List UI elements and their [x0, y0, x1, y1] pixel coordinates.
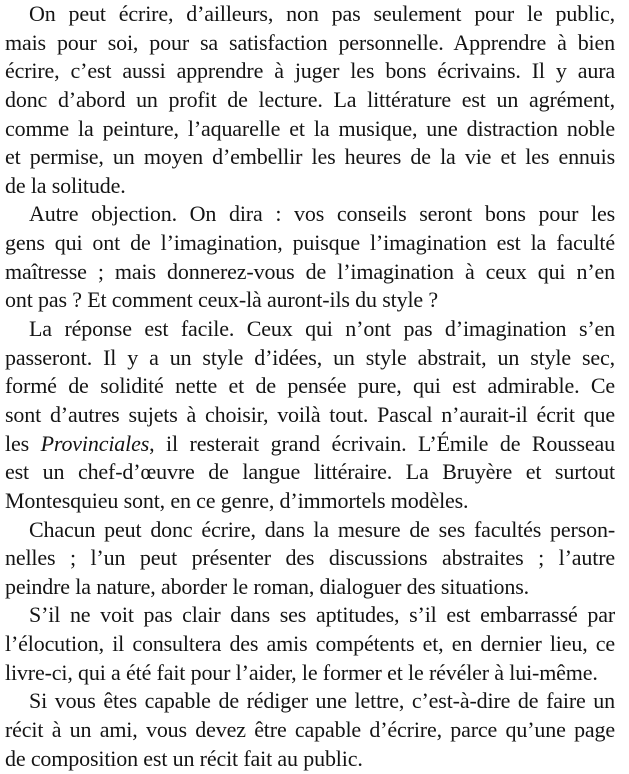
- text-line: est un chef-d’œuvre de langue littéraire. La Bruyère et surtout: [5, 459, 615, 485]
- text-line: l’élocution, il consultera des amis compétents et, en dernier lieu, ce: [5, 631, 615, 657]
- text-line: On peut écrire, d’ailleurs, non pas seulement pour le public,: [29, 1, 615, 26]
- text-line: mais pour soi, pour sa satisfaction personnelle. Apprendre à bien: [5, 29, 615, 55]
- text-line: S’il ne voit pas clair dans ses aptitudes, s’il est embarrassé par: [29, 602, 615, 628]
- text-line: récit à un ami, vous devez être capable d’écrire, parce qu’une page: [5, 717, 615, 743]
- text-line: sont d’autres sujets à choisir, voilà tout. Pascal n’aurait-il écrit que: [5, 401, 615, 427]
- text-line: ont pas ? Et comment ceux-là auront-ils du style ?: [5, 287, 438, 313]
- text-line: [5, 430, 615, 459]
- text-line: nelles ; l’un peut présenter des discussions abstraites ; l’autre: [5, 545, 615, 571]
- text-line: formé de solidité nette et de pensée pure, qui est admirable. Ce: [5, 373, 615, 399]
- page-text: [5, 0, 615, 773]
- text-line: de la solitude.: [5, 172, 126, 198]
- paragraph: [5, 687, 615, 773]
- text-line: Autre objection. On dira : vos conseils seront bons pour les: [29, 201, 615, 227]
- paragraph: [5, 516, 615, 602]
- text-line: écrire, c’est aussi apprendre à juger les bons écrivains. Il y aura: [5, 58, 615, 84]
- text-line: et permise, un moyen d’embellir les heures de la vie et les ennuis: [5, 144, 615, 170]
- paragraph: [5, 200, 615, 315]
- text-segment: les: [5, 430, 41, 456]
- paragraph: [5, 0, 615, 200]
- text-line: de composition est un récit fait au public.: [5, 745, 363, 771]
- paragraph: [5, 601, 615, 687]
- text-line: Chacun peut donc écrire, dans la mesure de ses facultés person-: [29, 516, 615, 542]
- text-line: Montesquieu sont, en ce genre, d’immortels modèles.: [5, 487, 469, 513]
- text-line: gens qui ont de l’imagination, puisque l’imagination est la faculté: [5, 230, 615, 256]
- text-line: maîtresse ; mais donnerez-vous de l’imagination à ceux qui n’en: [5, 258, 615, 284]
- text-line: livre-ci, qui a été fait pour l’aider, le former et le révéler à lui-même.: [5, 659, 598, 685]
- text-segment: , il resterait grand écrivain. L’Émile de Rousseau: [149, 430, 615, 456]
- text-line: Si vous êtes capable de rédiger une lettre, c’est-à-dire de faire un: [29, 688, 615, 714]
- text-line: donc d’abord un profit de lecture. La littérature est un agrément,: [5, 86, 615, 112]
- text-line: La réponse est facile. Ceux qui n’ont pas d’imagination s’en: [29, 316, 615, 342]
- text-line: comme la peinture, l’aquarelle et la musique, une distraction noble: [5, 115, 615, 141]
- text-line: peindre la nature, aborder le roman, dialoguer des situations.: [5, 573, 530, 599]
- italic-title: Provinciales: [40, 430, 150, 456]
- paragraph: [5, 315, 615, 515]
- text-line: passeront. Il y a un style d’idées, un style abstrait, un style sec,: [5, 344, 615, 370]
